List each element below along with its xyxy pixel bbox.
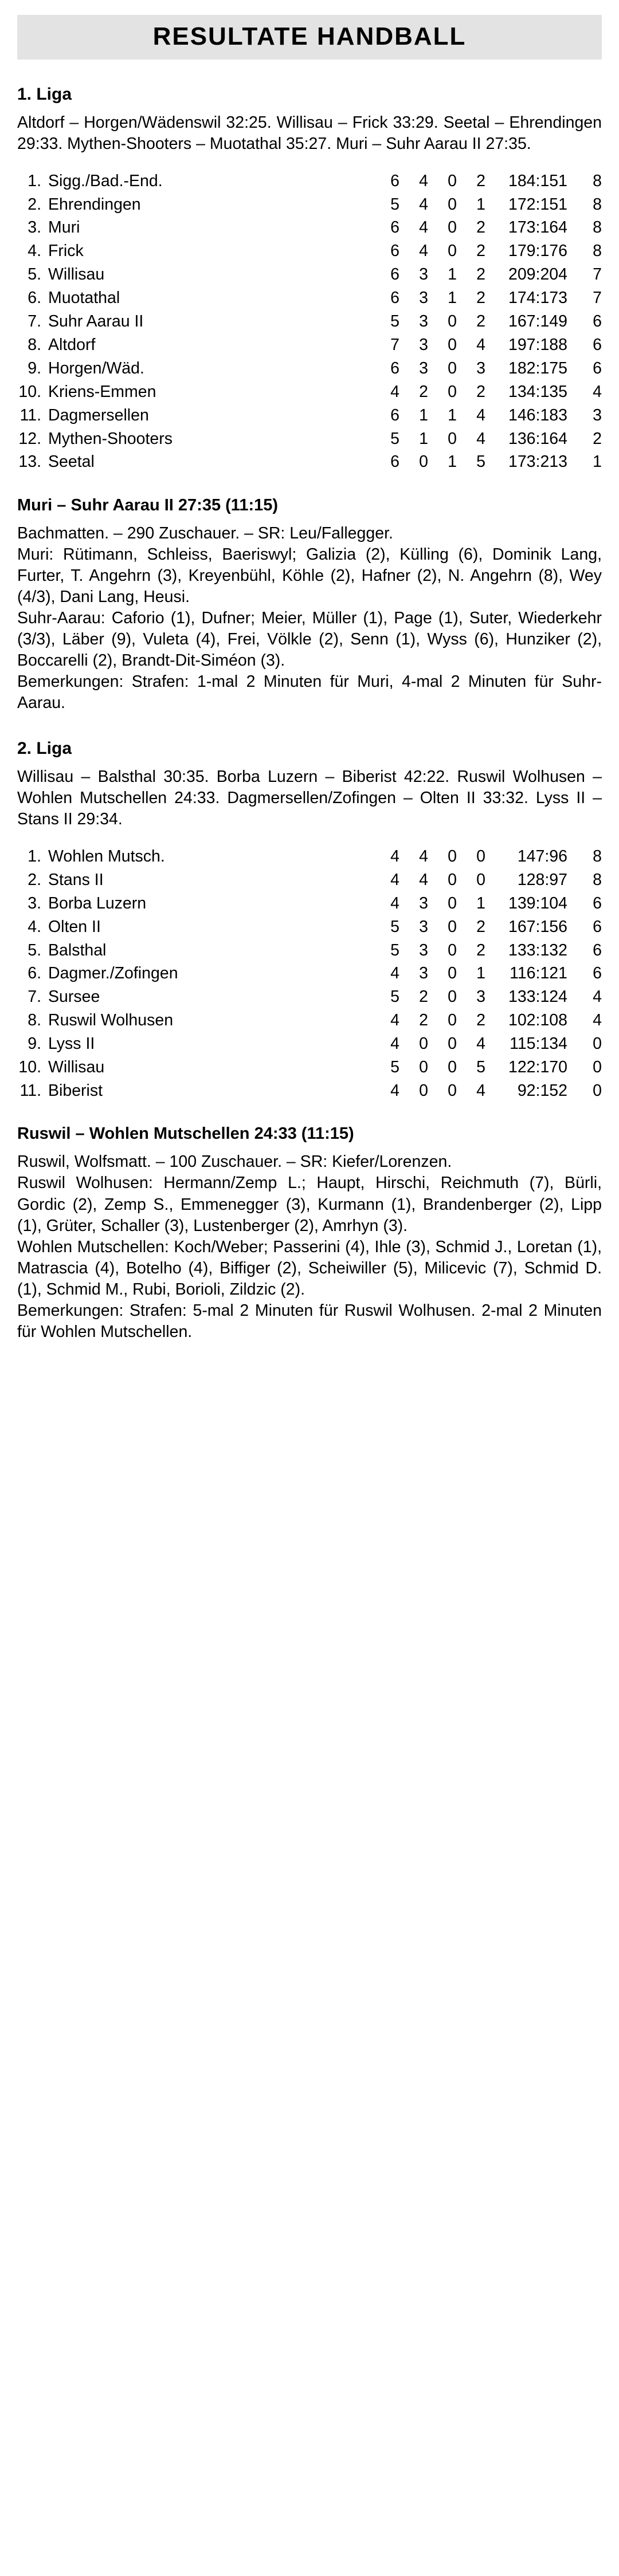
rank-cell: 4. — [28, 242, 41, 261]
games-cell: 5 — [390, 941, 399, 959]
draws-cell: 0 — [448, 847, 457, 866]
points-cell: 6 — [593, 964, 602, 983]
wins-cell: 4 — [419, 870, 428, 889]
table-row — [17, 170, 602, 193]
table-row — [17, 333, 602, 357]
article-page — [0, 15, 619, 2576]
losses-cell: 4 — [476, 429, 485, 448]
standings-body-liga2 — [17, 845, 602, 1103]
draws-cell: 0 — [448, 382, 457, 401]
losses-cell: 4 — [476, 335, 485, 354]
rank-cell: 1. — [28, 847, 41, 866]
table-row — [17, 939, 602, 962]
points-cell: 1 — [593, 453, 602, 471]
team-cell: Stans II — [48, 870, 104, 889]
wins-cell: 1 — [419, 406, 428, 424]
team-cell: Sursee — [48, 988, 100, 1006]
wins-cell: 4 — [419, 242, 428, 261]
points-cell: 0 — [593, 1058, 602, 1077]
standings-body-liga1 — [17, 170, 602, 474]
home-lineup: Ruswil Wolhusen: Hermann/Zemp L.; Haupt, Hirschi, Reichmuth (7), Bürli, Gordic (2), Zemp S., Emmenegger (3), Kurmann (1), Brandenberger (2), Lipp (1), Grüter, Schaller (3), Lustenberger (2), Amrhyn (3). — [17, 1174, 602, 1235]
goals-cell: 139:104 — [508, 894, 567, 913]
wins-cell: 3 — [419, 359, 428, 377]
games-cell: 4 — [390, 847, 399, 866]
draws-cell: 0 — [448, 870, 457, 889]
table-row — [17, 427, 602, 451]
goals-cell: 102:108 — [508, 1011, 567, 1030]
table-row — [17, 193, 602, 217]
losses-cell: 2 — [476, 242, 485, 261]
results-paragraph-liga1: Altdorf – Horgen/Wädenswil 32:25. Willisau – Frick 33:29. Seetal – Ehrendingen 29:33. Mythen-Shooters – Muotathal 35:27. Muri – Suhr Aarau II 27:35. — [17, 113, 602, 154]
page-title: RESULTATE HANDBALL — [152, 22, 467, 50]
goals-cell: 172:151 — [508, 195, 567, 214]
draws-cell: 0 — [448, 1058, 457, 1077]
match-info: Bachmatten. – 290 Zuschauer. – SR: Leu/Fallegger. — [17, 524, 393, 542]
losses-cell: 4 — [476, 1081, 485, 1100]
losses-cell: 1 — [476, 894, 485, 913]
games-cell: 6 — [390, 265, 399, 284]
losses-cell: 2 — [476, 265, 485, 284]
goals-cell: 184:151 — [508, 171, 567, 190]
wins-cell: 0 — [419, 1058, 428, 1077]
losses-cell: 3 — [476, 359, 485, 377]
goals-cell: 136:164 — [508, 429, 567, 448]
rank-cell: 4. — [28, 917, 41, 936]
points-cell: 7 — [593, 265, 602, 284]
losses-cell: 0 — [476, 847, 485, 866]
rank-cell: 7. — [28, 312, 41, 331]
draws-cell: 1 — [448, 265, 457, 284]
team-cell: Balsthal — [48, 941, 107, 959]
goals-cell: 182:175 — [508, 359, 567, 377]
team-cell: Olten II — [48, 917, 101, 936]
points-cell: 8 — [593, 242, 602, 261]
losses-cell: 3 — [476, 988, 485, 1006]
games-cell: 4 — [390, 1035, 399, 1053]
table-row — [17, 451, 602, 474]
losses-cell: 2 — [476, 312, 485, 331]
points-cell: 6 — [593, 359, 602, 377]
draws-cell: 0 — [448, 1035, 457, 1053]
draws-cell: 1 — [448, 289, 457, 308]
draws-cell: 0 — [448, 988, 457, 1006]
points-cell: 4 — [593, 988, 602, 1006]
goals-cell: 134:135 — [508, 382, 567, 401]
team-cell: Altdorf — [48, 335, 96, 354]
wins-cell: 3 — [419, 335, 428, 354]
match-heading-liga1: Muri – Suhr Aarau II 27:35 (11:15) — [17, 495, 279, 514]
games-cell: 5 — [390, 429, 399, 448]
draws-cell: 0 — [448, 242, 457, 261]
rank-cell: 13. — [18, 453, 41, 471]
losses-cell: 2 — [476, 941, 485, 959]
draws-cell: 1 — [448, 453, 457, 471]
games-cell: 5 — [390, 195, 399, 214]
goals-cell: 174:173 — [508, 289, 567, 308]
losses-cell: 4 — [476, 406, 485, 424]
draws-cell: 0 — [448, 941, 457, 959]
table-row — [17, 915, 602, 939]
goals-cell: 197:188 — [508, 335, 567, 354]
points-cell: 0 — [593, 1081, 602, 1100]
team-cell: Frick — [48, 242, 84, 261]
table-row — [17, 1056, 602, 1080]
goals-cell: 116:121 — [510, 964, 567, 983]
rank-cell: 10. — [18, 382, 41, 401]
match-notes: Bemerkungen: Strafen: 1-mal 2 Minuten für Muri, 4-mal 2 Minuten für Suhr-Aarau. — [17, 672, 602, 713]
rank-cell: 3. — [28, 218, 41, 237]
losses-cell: 4 — [476, 1035, 485, 1053]
table-row — [17, 1033, 602, 1056]
points-cell: 8 — [593, 870, 602, 889]
losses-cell: 1 — [476, 195, 485, 214]
draws-cell: 0 — [448, 917, 457, 936]
table-row — [17, 1080, 602, 1103]
team-cell: Kriens-Emmen — [48, 382, 156, 401]
points-cell: 2 — [593, 429, 602, 448]
games-cell: 4 — [390, 894, 399, 913]
table-row — [17, 892, 602, 915]
draws-cell: 0 — [448, 218, 457, 237]
losses-cell: 0 — [476, 870, 485, 889]
rank-cell: 6. — [28, 289, 41, 308]
rank-cell: 7. — [28, 988, 41, 1006]
rank-cell: 8. — [28, 335, 41, 354]
wins-cell: 3 — [419, 917, 428, 936]
wins-cell: 3 — [419, 964, 428, 983]
games-cell: 7 — [390, 335, 399, 354]
team-cell: Sigg./Bad.-End. — [48, 171, 163, 190]
match-notes: Bemerkungen: Strafen: 5-mal 2 Minuten für Ruswil Wolhusen. 2-mal 2 Minuten für Wohlen Mutschellen. — [17, 1301, 602, 1341]
losses-cell: 2 — [476, 218, 485, 237]
draws-cell: 0 — [448, 1081, 457, 1100]
losses-cell: 2 — [476, 917, 485, 936]
team-cell: Lyss II — [48, 1035, 95, 1053]
rank-cell: 8. — [28, 1011, 41, 1030]
games-cell: 4 — [390, 1081, 399, 1100]
points-cell: 6 — [593, 941, 602, 959]
rank-cell: 1. — [28, 171, 41, 190]
points-cell: 8 — [593, 847, 602, 866]
table-row — [17, 287, 602, 310]
team-cell: Borba Luzern — [48, 894, 147, 913]
rank-cell: 12. — [18, 429, 41, 448]
draws-cell: 0 — [448, 359, 457, 377]
wins-cell: 3 — [419, 312, 428, 331]
table-row — [17, 1009, 602, 1033]
wins-cell: 4 — [419, 847, 428, 866]
section-heading-liga2: 2. Liga — [17, 739, 72, 758]
goals-cell: 128:97 — [517, 870, 567, 889]
losses-cell: 5 — [476, 1058, 485, 1077]
table-row — [17, 264, 602, 287]
rank-cell: 6. — [28, 964, 41, 983]
team-cell: Willisau — [48, 1058, 105, 1077]
team-cell: Ruswil Wolhusen — [48, 1011, 174, 1030]
rank-cell: 5. — [28, 265, 41, 284]
table-row — [17, 986, 602, 1009]
table-row — [17, 962, 602, 986]
games-cell: 4 — [390, 382, 399, 401]
points-cell: 4 — [593, 382, 602, 401]
games-cell: 4 — [390, 1011, 399, 1030]
wins-cell: 0 — [419, 1081, 428, 1100]
team-cell: Muri — [48, 218, 80, 237]
losses-cell: 1 — [476, 964, 485, 983]
draws-cell: 0 — [448, 1011, 457, 1030]
points-cell: 3 — [593, 406, 602, 424]
games-cell: 4 — [390, 964, 399, 983]
home-lineup: Muri: Rütimann, Schleiss, Baeriswyl; Galizia (2), Külling (6), Dominik Lang, Furter, T. Angehrn (3), Kreyenbühl, Köhle (2), Hafner (2), N. Angehrn (8), Wey (4/3), Dani Lang, Heusi. — [17, 545, 602, 607]
draws-cell: 0 — [448, 894, 457, 913]
draws-cell: 0 — [448, 171, 457, 190]
table-row — [17, 868, 602, 892]
wins-cell: 2 — [419, 382, 428, 401]
results-paragraph-liga2: Willisau – Balsthal 30:35. Borba Luzern – Biberist 42:22. Ruswil Wolhusen – Wohlen Mutschellen 24:33. Dagmersellen/Zofingen – Olten II 33:32. Lyss II – Stans II 29:34. — [17, 768, 602, 829]
goals-cell: 133:124 — [508, 988, 567, 1006]
match-heading-liga2: Ruswil – Wohlen Mutschellen 24:33 (11:15) — [17, 1124, 354, 1143]
table-row — [17, 240, 602, 264]
games-cell: 6 — [390, 242, 399, 261]
games-cell: 4 — [390, 870, 399, 889]
team-cell: Willisau — [48, 265, 105, 284]
goals-cell: 173:213 — [508, 453, 567, 471]
goals-cell: 115:134 — [510, 1035, 567, 1053]
wins-cell: 2 — [419, 1011, 428, 1030]
goals-cell: 167:156 — [508, 917, 567, 936]
table-row — [17, 380, 602, 404]
table-row — [17, 404, 602, 427]
goals-cell: 122:170 — [508, 1058, 567, 1077]
goals-cell: 173:164 — [508, 218, 567, 237]
draws-cell: 1 — [448, 406, 457, 424]
wins-cell: 3 — [419, 289, 428, 308]
away-lineup: Suhr-Aarau: Caforio (1), Dufner; Meier, Müller (1), Page (1), Suter, Wiederkehr (3/3), Läber (9), Vuleta (4), Frei, Völkle (2), Senn (1), Wyss (6), Hunziker (2), Boccarelli (2), Brandt-Dit-Siméon (3). — [17, 609, 602, 670]
wins-cell: 4 — [419, 195, 428, 214]
table-row — [17, 217, 602, 240]
draws-cell: 0 — [448, 312, 457, 331]
points-cell: 6 — [593, 335, 602, 354]
games-cell: 5 — [390, 312, 399, 331]
table-row — [17, 357, 602, 380]
losses-cell: 2 — [476, 1011, 485, 1030]
table-row — [17, 845, 602, 868]
draws-cell: 0 — [448, 195, 457, 214]
games-cell: 5 — [390, 1058, 399, 1077]
rank-cell: 9. — [28, 1035, 41, 1053]
team-cell: Horgen/Wäd. — [48, 359, 144, 377]
draws-cell: 0 — [448, 429, 457, 448]
games-cell: 5 — [390, 917, 399, 936]
goals-cell: 167:149 — [508, 312, 567, 331]
wins-cell: 3 — [419, 894, 428, 913]
games-cell: 6 — [390, 453, 399, 471]
games-cell: 6 — [390, 218, 399, 237]
wins-cell: 2 — [419, 988, 428, 1006]
rank-cell: 9. — [28, 359, 41, 377]
team-cell: Seetal — [48, 453, 95, 471]
wins-cell: 3 — [419, 265, 428, 284]
away-lineup: Wohlen Mutschellen: Koch/Weber; Passerini (4), Ihle (3), Schmid J., Loretan (1), Matrascia (4), Botelho (4), Biffiger (2), Scheiwiller (5), Milicevic (7), Schmid D. (1), Schmid M., Rubi, Borioli, Zildzic (2). — [17, 1237, 602, 1299]
team-cell: Mythen-Shooters — [48, 429, 173, 448]
goals-cell: 179:176 — [508, 242, 567, 261]
rank-cell: 11. — [19, 406, 41, 424]
draws-cell: 0 — [448, 335, 457, 354]
goals-cell: 92:152 — [517, 1081, 567, 1100]
table-row — [17, 310, 602, 334]
games-cell: 6 — [390, 289, 399, 308]
goals-cell: 146:183 — [508, 406, 567, 424]
points-cell: 6 — [593, 312, 602, 331]
wins-cell: 4 — [419, 171, 428, 190]
rank-cell: 3. — [28, 894, 41, 913]
standings-table-liga1 — [17, 170, 602, 474]
goals-cell: 147:96 — [517, 847, 567, 866]
wins-cell: 3 — [419, 941, 428, 959]
wins-cell: 4 — [419, 218, 428, 237]
draws-cell: 0 — [448, 964, 457, 983]
match-info: Ruswil, Wolfsmatt. – 100 Zuschauer. – SR: Kiefer/Lorenzen. — [17, 1153, 452, 1171]
points-cell: 7 — [593, 289, 602, 308]
losses-cell: 2 — [476, 171, 485, 190]
games-cell: 6 — [390, 171, 399, 190]
goals-cell: 133:132 — [508, 941, 567, 959]
team-cell: Biberist — [48, 1081, 103, 1100]
goals-cell: 209:204 — [508, 265, 567, 284]
rank-cell: 2. — [28, 195, 41, 214]
points-cell: 8 — [593, 171, 602, 190]
section-heading-liga1: 1. Liga — [17, 85, 72, 104]
games-cell: 6 — [390, 406, 399, 424]
points-cell: 0 — [593, 1035, 602, 1053]
wins-cell: 1 — [419, 429, 428, 448]
points-cell: 4 — [593, 1011, 602, 1030]
losses-cell: 2 — [476, 289, 485, 308]
rank-cell: 10. — [18, 1058, 41, 1077]
points-cell: 8 — [593, 195, 602, 214]
team-cell: Suhr Aarau II — [48, 312, 144, 331]
games-cell: 5 — [390, 988, 399, 1006]
masthead — [17, 15, 602, 60]
team-cell: Ehrendingen — [48, 195, 141, 214]
wins-cell: 0 — [419, 453, 428, 471]
team-cell: Muotathal — [48, 289, 120, 308]
games-cell: 6 — [390, 359, 399, 377]
team-cell: Wohlen Mutsch. — [48, 847, 165, 866]
team-cell: Dagmer./Zofingen — [48, 964, 178, 983]
rank-cell: 2. — [28, 870, 41, 889]
points-cell: 8 — [593, 218, 602, 237]
standings-table-liga2 — [17, 845, 602, 1103]
team-cell: Dagmersellen — [48, 406, 149, 424]
losses-cell: 5 — [476, 453, 485, 471]
rank-cell: 5. — [28, 941, 41, 959]
match-report-liga2 — [17, 1151, 602, 1342]
match-report-liga1 — [17, 523, 602, 714]
losses-cell: 2 — [476, 382, 485, 401]
rank-cell: 11. — [19, 1081, 41, 1100]
points-cell: 6 — [593, 917, 602, 936]
wins-cell: 0 — [419, 1035, 428, 1053]
points-cell: 6 — [593, 894, 602, 913]
